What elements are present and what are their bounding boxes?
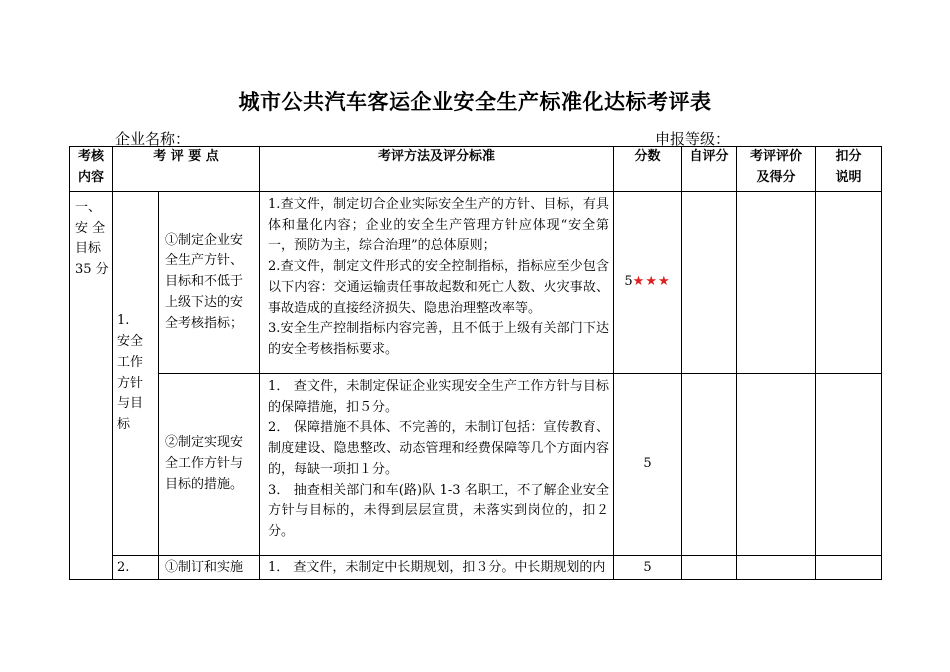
score-cell: 5 [614,556,682,580]
score-cell: 5 [614,374,682,556]
sub-item-cell: 1. 安全 工作 方针 与目 标 [113,192,159,556]
self-score-cell [682,556,737,580]
header-content: 考核内容 [70,147,113,192]
declared-level-label: 申报等级： [655,130,731,148]
standard-cell: 1． 查文件，未制定保证企业实现安全生产工作方针与目标的保障措施，扣５分。 2． 保障措施不具体、不完善的，未制订包括：宣传教育、制度建设、隐患整改、动态管理和经费保障等几个方面内容的，每缺一项扣１分。 3． 抽查相关部门和车(路)队 1-3 名职工，不了解企业安全方针与目标的，未得到层层宣贯，未落实到岗位的，扣２分。 [260,374,614,556]
enterprise-name-label: 企业名称： [115,130,191,148]
header-method: 考评方法及评分标准 [260,147,614,192]
header-deduction: 扣分说明 [816,147,882,192]
header-points: 考 评 要 点 [113,147,260,192]
table-row [70,556,882,580]
point-cell: ①制订和实施 [159,556,260,580]
header-evaluation: 考评评价及得分 [737,147,816,192]
deduction-cell [816,374,882,556]
point-cell: ①制定企业安全生产方针、目标和不低于上级下达的安全考核指标； [159,192,260,374]
header-self-score: 自评分 [682,147,737,192]
evaluation-cell [737,556,816,580]
star-mark: ★★★ [632,274,671,290]
deduction-cell [816,192,882,374]
self-score-cell [682,374,737,556]
evaluation-table [69,146,882,580]
header-score: 分数 [614,147,682,192]
standard-cell: 1． 查文件，未制定中长期规划，扣３分。中长期规划的内 [260,556,614,580]
standard-cell: 1.查文件，制定切合企业实际安全生产的方针、目标，有具体和量化内容；企业的安全生产管理方针应体现“安全第一，预防为主，综合治理”的总体原则； 2.查文件，制定文件形式的安全控制指标，指标应至少包含以下内容：交通运输责任事故起数和死亡人数、火灾事故、事故造成的直接经济损失、隐患治理整改率等。 3.安全生产控制指标内容完善，且不低于上级有关部门下达的安全考核指标要求。 [260,192,614,374]
category-cell: 一、 安 全 目标 35 分 [70,192,113,580]
deduction-cell [816,556,882,580]
sub-item-cell: 2. [113,556,159,580]
header-row [70,147,882,192]
evaluation-cell [737,374,816,556]
table-row [70,192,882,374]
document-title: 城市公共汽车客运企业安全生产标准化达标考评表 [238,89,712,114]
point-cell: ②制定实现安全工作方针与目标的措施。 [159,374,260,556]
table-row [70,374,882,556]
score-cell: 5★★★ [614,192,682,374]
evaluation-cell [737,192,816,374]
self-score-cell [682,192,737,374]
